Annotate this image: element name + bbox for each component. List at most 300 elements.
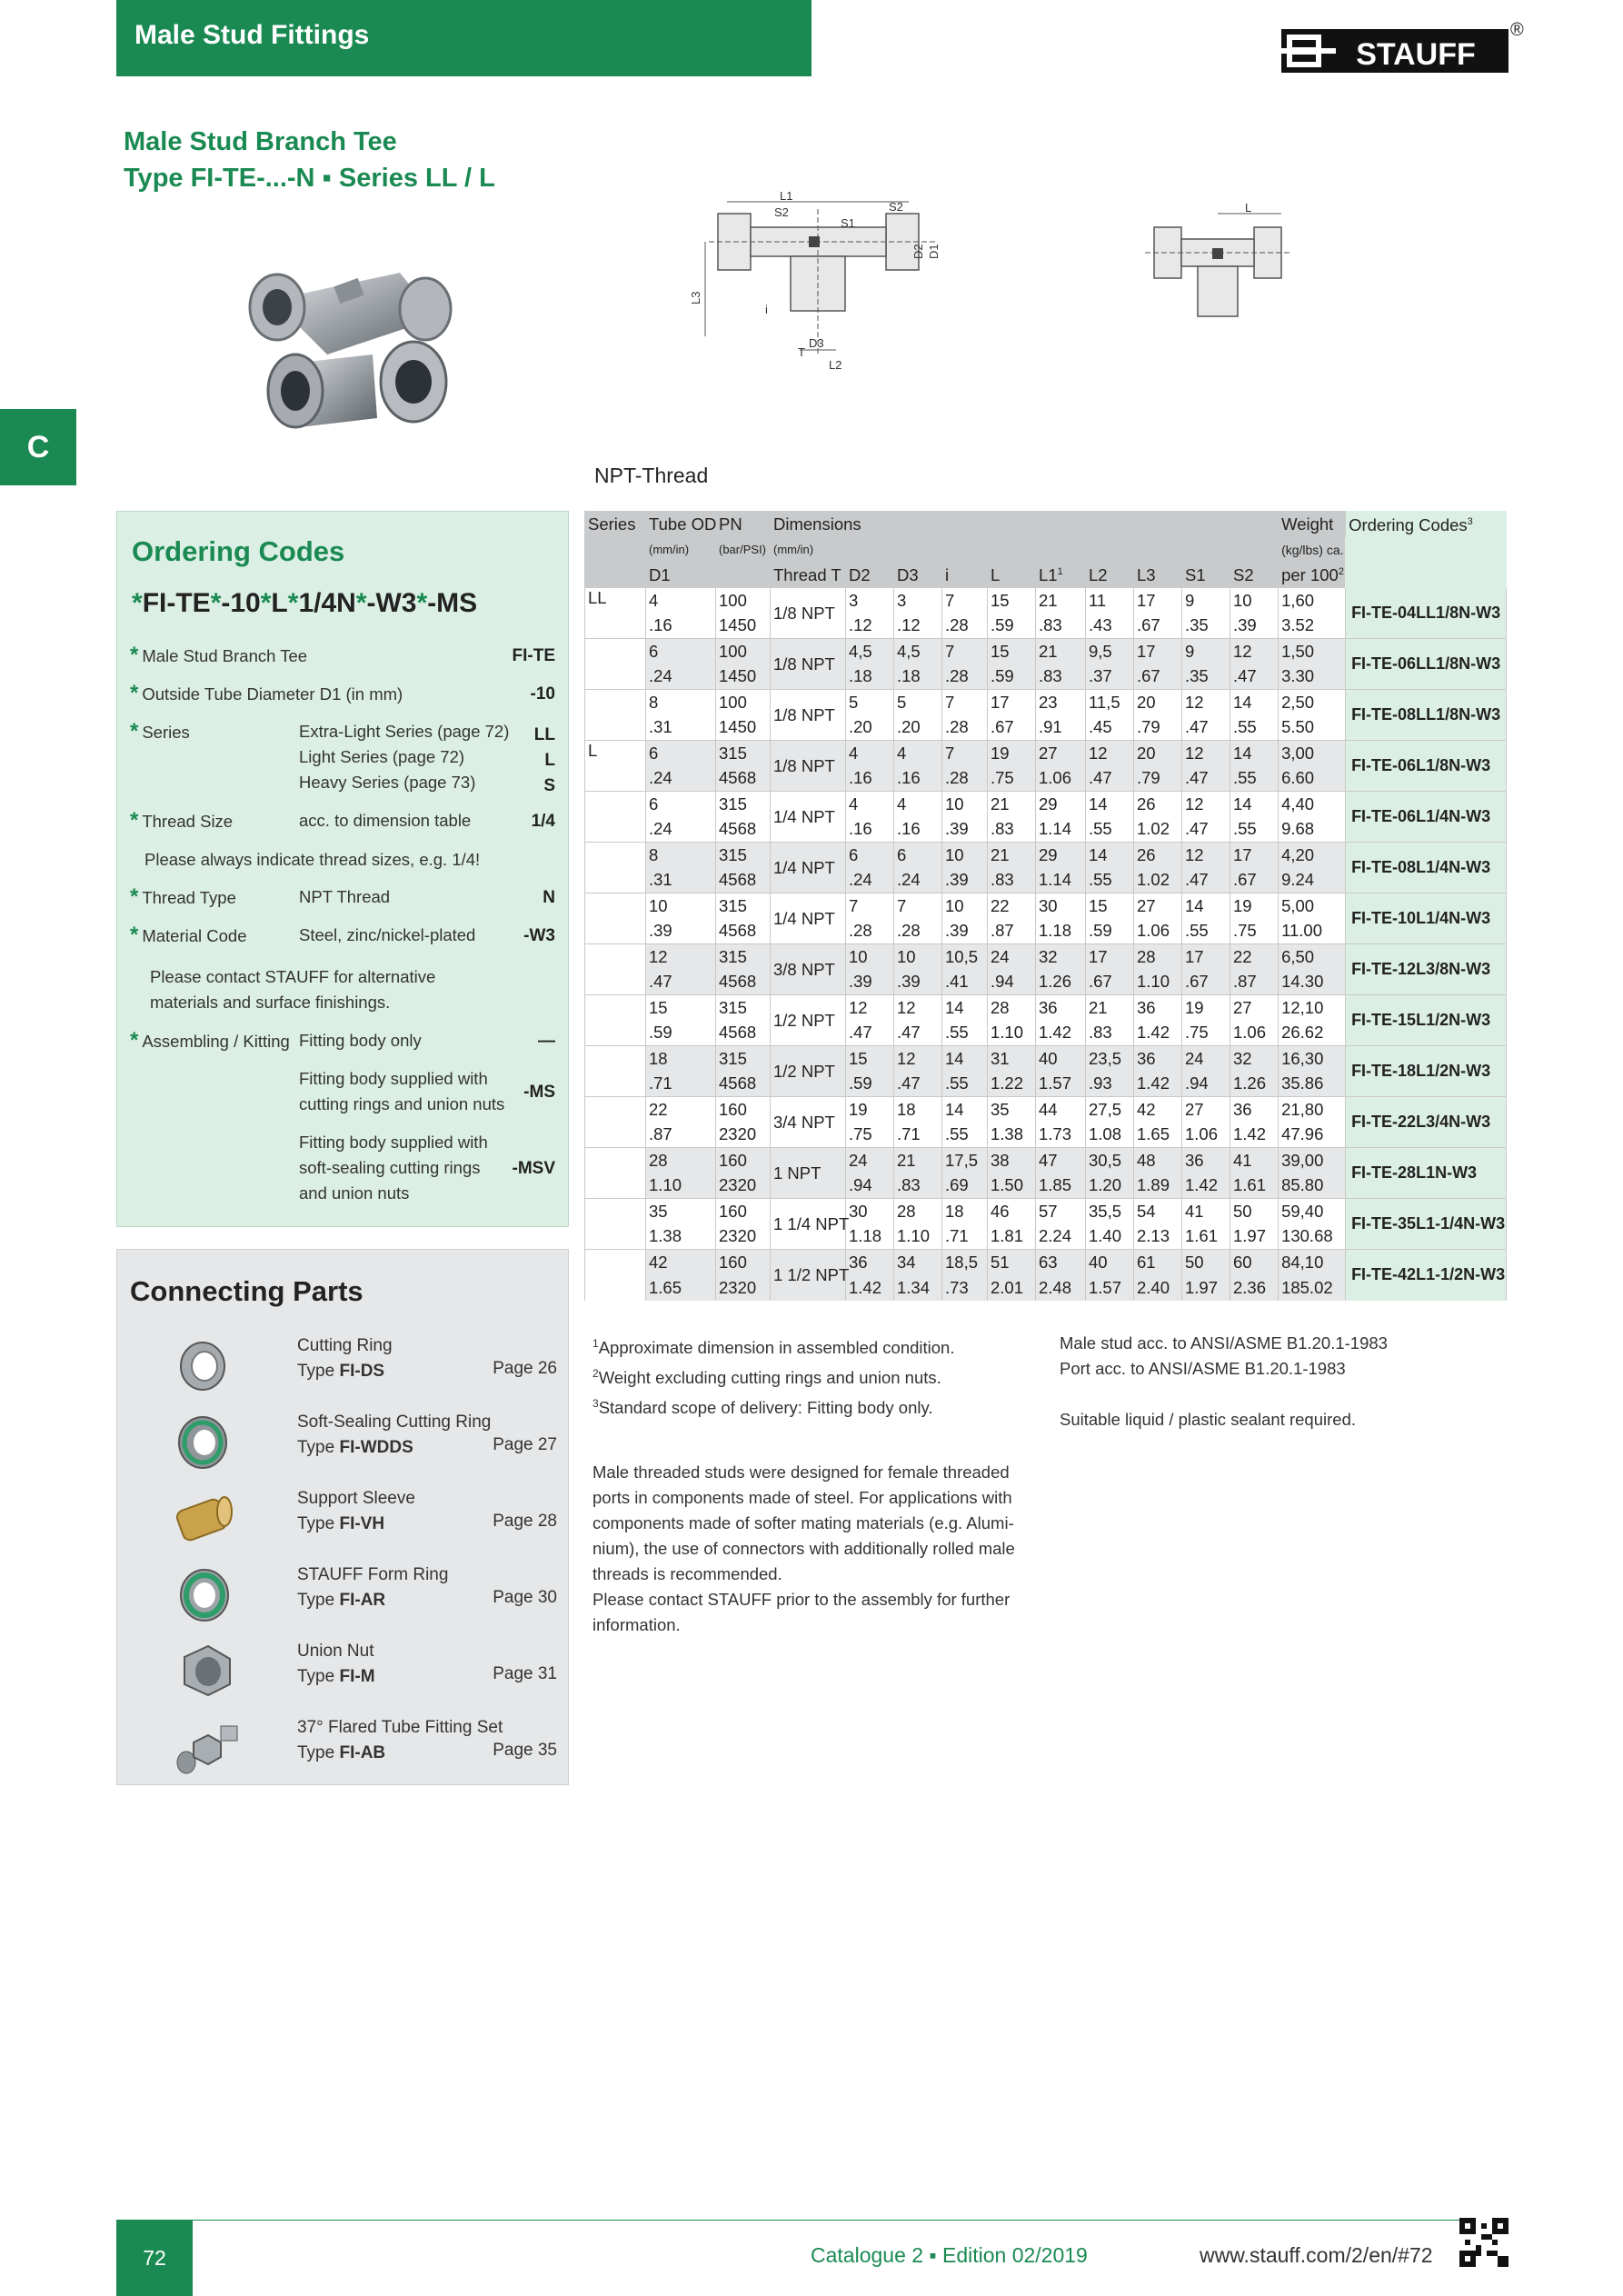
table-cell: 54: [1134, 1199, 1182, 1224]
table-cell: 36: [1134, 1046, 1182, 1072]
table-row: [585, 1199, 1507, 1224]
table-cell: .28: [846, 919, 894, 944]
table-cell: .47: [894, 1072, 942, 1097]
label-s1: S1: [841, 216, 855, 230]
table-cell: 5: [894, 690, 942, 715]
table-cell: 1/4 NPT: [771, 792, 846, 843]
table-cell: [585, 1148, 646, 1199]
table-row: [585, 944, 1507, 970]
table-row: [585, 1250, 1507, 1275]
table-cell: .87: [646, 1123, 716, 1148]
table-cell: 7: [942, 741, 988, 766]
table-cell: .55: [1230, 715, 1279, 741]
table-cell: 1.26: [1036, 970, 1086, 995]
table-cell: 17: [988, 690, 1036, 715]
table-cell: 21: [1086, 995, 1134, 1021]
table-cell: 2320: [716, 1173, 771, 1199]
table-cell: 14.30: [1279, 970, 1346, 995]
ordering-code-cell: FI-TE-35L1-1/4N-W3: [1346, 1199, 1507, 1250]
table-cell: 27: [1036, 741, 1086, 766]
table-cell: .31: [646, 715, 716, 741]
col-s2: S2: [1230, 563, 1279, 588]
table-cell: 14: [1230, 792, 1279, 817]
table-cell: 1.57: [1086, 1275, 1134, 1301]
material-note: Please contact STAUFF for alternative materials and surface finishings.: [150, 967, 436, 1012]
part-soft-sealing-ring[interactable]: Soft-Sealing Cutting Ring Type FI-WDDS Page 27: [117, 1410, 570, 1482]
table-cell: 1450: [716, 614, 771, 639]
ordering-code-cell: FI-TE-06LL1/8N-W3: [1346, 639, 1507, 690]
table-cell: 5: [846, 690, 894, 715]
table-cell: 14: [1230, 741, 1279, 766]
table-cell: [585, 893, 646, 944]
table-cell: LL: [585, 588, 646, 639]
table-cell: .94: [988, 970, 1036, 995]
table-cell: 1/2 NPT: [771, 1046, 846, 1097]
table-cell: .47: [1230, 664, 1279, 690]
table-cell: 1 NPT: [771, 1148, 846, 1199]
table-cell: 4,5: [894, 639, 942, 664]
table-cell: .28: [894, 919, 942, 944]
table-cell: 1/4 NPT: [771, 893, 846, 944]
stauff-logo: [1281, 25, 1508, 76]
col-tube-od: Tube OD: [646, 512, 716, 537]
table-cell: 27: [1230, 995, 1279, 1021]
table-cell: 5,00: [1279, 893, 1346, 919]
table-cell: 20: [1134, 690, 1182, 715]
table-cell: .75: [988, 766, 1036, 792]
table-cell: .75: [1182, 1021, 1230, 1046]
table-cell: 14: [1086, 792, 1134, 817]
table-cell: 4: [846, 741, 894, 766]
table-cell: 3.30: [1279, 664, 1346, 690]
table-cell: .39: [942, 868, 988, 893]
table-cell: 100: [716, 588, 771, 614]
table-cell: .67: [1134, 614, 1182, 639]
col-s1: S1: [1182, 563, 1230, 588]
table-cell: 39,00: [1279, 1148, 1346, 1173]
table-cell: .59: [646, 1021, 716, 1046]
label-d2: D2: [911, 244, 925, 259]
ordering-code-cell: FI-TE-28L1N-W3: [1346, 1148, 1507, 1199]
table-cell: 130.68: [1279, 1224, 1346, 1250]
col-thread: Thread T: [771, 563, 846, 588]
table-cell: .47: [1086, 766, 1134, 792]
table-row: [585, 893, 1507, 919]
table-cell: 4,40: [1279, 792, 1346, 817]
table-cell: .91: [1036, 715, 1086, 741]
table-cell: 1.10: [646, 1173, 716, 1199]
table-cell: 12,10: [1279, 995, 1346, 1021]
table-cell: 22: [1230, 944, 1279, 970]
table-cell: 1.57: [1036, 1072, 1086, 1097]
table-cell: 40: [1086, 1250, 1134, 1275]
table-cell: 2320: [716, 1123, 771, 1148]
chapter-tab[interactable]: C: [0, 409, 76, 485]
table-cell: .28: [942, 715, 988, 741]
table-row: [585, 1148, 1507, 1173]
order-row-thread-type: * Thread Type: [130, 884, 236, 909]
series-options: Extra-Light Series (page 72) Light Series (page 72) Heavy Series (page 73): [299, 722, 510, 792]
table-cell: 1.38: [646, 1224, 716, 1250]
ordering-code-example: *FI-TE*-10*L*1/4N*-W3*-MS: [132, 588, 478, 618]
table-cell: 10: [942, 843, 988, 868]
table-cell: .35: [1182, 664, 1230, 690]
table-cell: 50: [1182, 1250, 1230, 1275]
table-cell: .87: [1230, 970, 1279, 995]
part-flared-fitting-set[interactable]: 37° Flared Tube Fitting Set Type FI-AB Page 35: [117, 1715, 570, 1788]
catalogue-edition: Catalogue 2 ▪ Edition 02/2019: [811, 2243, 1088, 2267]
table-cell: .59: [988, 664, 1036, 690]
table-cell: 17: [1230, 843, 1279, 868]
table-cell: 1.42: [1036, 1021, 1086, 1046]
table-cell: .55: [942, 1021, 988, 1046]
table-cell: .39: [942, 817, 988, 843]
table-cell: 29: [1036, 843, 1086, 868]
table-cell: 35: [988, 1097, 1036, 1123]
table-cell: 21: [894, 1148, 942, 1173]
table-cell: .75: [846, 1123, 894, 1148]
ordering-code-cell: FI-TE-08L1/4N-W3: [1346, 843, 1507, 893]
table-cell: 160: [716, 1097, 771, 1123]
series-values: LL L S: [533, 725, 555, 795]
table-cell: 4,5: [846, 639, 894, 664]
part-cutting-ring[interactable]: Cutting Ring Type FI-DS Page 26: [117, 1333, 570, 1406]
table-cell: 6: [646, 639, 716, 664]
table-cell: 51: [988, 1250, 1036, 1275]
ordering-code-cell: FI-TE-10L1/4N-W3: [1346, 893, 1507, 944]
standards-notes: Male stud acc. to ANSI/ASME B1.20.1-1983 Port acc. to ANSI/ASME B1.20.1-1983 Suitable liquid / plastic sealant required.: [1060, 1333, 1388, 1429]
order-value-type: FI-TE: [512, 646, 555, 665]
table-cell: .12: [894, 614, 942, 639]
registered-mark: ®: [1510, 20, 1524, 40]
table-cell: 1.18: [846, 1224, 894, 1250]
table-cell: 1.42: [846, 1275, 894, 1301]
table-cell: [585, 1250, 646, 1301]
table-cell: .37: [1086, 664, 1134, 690]
table-cell: 11: [1086, 588, 1134, 614]
table-cell: .67: [1182, 970, 1230, 995]
table-cell: 7: [846, 893, 894, 919]
table-cell: 1,50: [1279, 639, 1346, 664]
table-cell: 315: [716, 792, 771, 817]
table-row: [585, 639, 1507, 664]
table-cell: 60: [1230, 1250, 1279, 1275]
table-cell: 19: [1230, 893, 1279, 919]
table-cell: 27,5: [1086, 1097, 1134, 1123]
table-cell: .94: [1182, 1072, 1230, 1097]
table-cell: 12: [894, 1046, 942, 1072]
table-cell: 1.65: [1134, 1123, 1182, 1148]
table-cell: 315: [716, 944, 771, 970]
table-cell: 1.06: [1134, 919, 1182, 944]
table-cell: .47: [846, 1021, 894, 1046]
table-cell: 315: [716, 843, 771, 868]
table-cell: 1.10: [1134, 970, 1182, 995]
table-cell: .55: [942, 1072, 988, 1097]
table-cell: 3.52: [1279, 614, 1346, 639]
table-cell: 10: [846, 944, 894, 970]
table-cell: 41: [1182, 1199, 1230, 1224]
product-title: Male Stud Branch Tee: [124, 127, 397, 156]
table-cell: 1/8 NPT: [771, 690, 846, 741]
label-d1: D1: [927, 244, 941, 259]
col-l3: L3: [1134, 563, 1182, 588]
table-cell: 27: [1134, 893, 1182, 919]
table-cell: 3,00: [1279, 741, 1346, 766]
table-cell: 4568: [716, 919, 771, 944]
table-cell: 1.73: [1036, 1123, 1086, 1148]
table-cell: 27: [1182, 1097, 1230, 1123]
connecting-parts-heading: Connecting Parts: [130, 1275, 363, 1307]
table-cell: 1.20: [1086, 1173, 1134, 1199]
table-cell: .31: [646, 868, 716, 893]
table-cell: 3/8 NPT: [771, 944, 846, 995]
order-row-type: * Male Stud Branch Tee: [130, 643, 308, 667]
table-cell: L: [585, 741, 646, 792]
table-cell: 1.89: [1134, 1173, 1182, 1199]
table-cell: 17: [1086, 944, 1134, 970]
table-cell: 19: [988, 741, 1036, 766]
table-cell: .87: [988, 919, 1036, 944]
table-cell: 47: [1036, 1148, 1086, 1173]
application-note: Male threaded studs were designed for female threaded ports in components made of steel. For applications with components made of softer mating materials (e.g. Alumi- nium), the use of connectors with additionally rolled male threads is recommended. Please contact STAUFF prior to the assembly for further information.: [592, 1462, 1015, 1634]
table-cell: 32: [1036, 944, 1086, 970]
table-cell: 10,5: [942, 944, 988, 970]
material-desc: Steel, zinc/nickel-plated: [299, 925, 476, 944]
table-cell: 1.61: [1230, 1173, 1279, 1199]
table-cell: 2.13: [1134, 1224, 1182, 1250]
table-cell: .28: [942, 614, 988, 639]
col-d2: D2: [846, 563, 894, 588]
col-l1: $L1^1$: [1036, 563, 1086, 588]
table-row: [585, 1046, 1507, 1072]
table-cell: 12: [894, 995, 942, 1021]
table-cell: .93: [1086, 1072, 1134, 1097]
table-cell: 1.06: [1036, 766, 1086, 792]
col-pn: PN: [716, 512, 771, 537]
branch-tee-photo: [218, 236, 482, 454]
ordering-code-cell: FI-TE-06L1/8N-W3: [1346, 741, 1507, 792]
table-cell: 4: [646, 588, 716, 614]
table-cell: 4568: [716, 817, 771, 843]
table-cell: 14: [1086, 843, 1134, 868]
table-cell: 185.02: [1279, 1275, 1346, 1301]
table-cell: 315: [716, 1046, 771, 1072]
table-cell: 15: [988, 588, 1036, 614]
table-cell: 1/8 NPT: [771, 588, 846, 639]
table-cell: 4568: [716, 868, 771, 893]
table-cell: 5.50: [1279, 715, 1346, 741]
footer-url[interactable]: www.stauff.com/2/en/#72: [1200, 2243, 1433, 2267]
table-cell: 315: [716, 893, 771, 919]
table-cell: 36: [846, 1250, 894, 1275]
table-cell: 8: [646, 690, 716, 715]
table-cell: 21: [988, 843, 1036, 868]
table-cell: 17: [1134, 588, 1182, 614]
table-cell: .35: [1182, 614, 1230, 639]
table-cell: 12: [1086, 741, 1134, 766]
label-t: T: [798, 345, 805, 359]
support-sleeve-icon: [172, 1486, 244, 1550]
table-cell: .55: [942, 1123, 988, 1148]
ordering-code-cell: FI-TE-22L3/4N-W3: [1346, 1097, 1507, 1148]
table-cell: 1 1/4 NPT: [771, 1199, 846, 1250]
table-cell: 14: [1230, 690, 1279, 715]
table-cell: 26: [1134, 843, 1182, 868]
table-cell: 14: [1182, 893, 1230, 919]
table-cell: 17: [1134, 639, 1182, 664]
table-cell: .69: [942, 1173, 988, 1199]
order-row-thread-size: * Thread Size: [130, 808, 234, 833]
order-row-series: * Series: [130, 719, 190, 744]
table-cell: 2.48: [1036, 1275, 1086, 1301]
table-cell: .47: [894, 1021, 942, 1046]
section-title: Male Stud Fittings: [134, 20, 370, 50]
table-cell: .79: [1134, 715, 1182, 741]
table-cell: 2,50: [1279, 690, 1346, 715]
table-cell: 1 1/2 NPT: [771, 1250, 846, 1301]
page-number: 72: [116, 2220, 193, 2296]
table-cell: 4,20: [1279, 843, 1346, 868]
table-cell: 21: [988, 792, 1036, 817]
section-title-bar: [116, 0, 812, 76]
table-cell: .39: [1230, 614, 1279, 639]
side-view-drawing: [1136, 195, 1299, 341]
table-cell: 10: [1230, 588, 1279, 614]
table-cell: 44: [1036, 1097, 1086, 1123]
table-cell: [585, 1199, 646, 1250]
table-cell: 4568: [716, 1021, 771, 1046]
table-cell: 100: [716, 639, 771, 664]
table-cell: 40: [1036, 1046, 1086, 1072]
table-cell: .75: [1230, 919, 1279, 944]
table-cell: .43: [1086, 614, 1134, 639]
form-ring-icon: [172, 1562, 244, 1626]
part-support-sleeve[interactable]: Support Sleeve Type FI-VH Page 28: [117, 1486, 570, 1559]
table-cell: .67: [1134, 664, 1182, 690]
order-value-thread-type: N: [543, 888, 555, 907]
part-form-ring[interactable]: STAUFF Form Ring Type FI-AR Page 30: [117, 1562, 570, 1635]
table-cell: 22: [646, 1097, 716, 1123]
table-cell: 1450: [716, 715, 771, 741]
table-cell: 26: [1134, 792, 1182, 817]
table-cell: .47: [1182, 766, 1230, 792]
table-cell: 4568: [716, 1072, 771, 1097]
table-cell: 100: [716, 690, 771, 715]
table-cell: 17,5: [942, 1148, 988, 1173]
table-cell: 1.26: [1230, 1072, 1279, 1097]
table-cell: 22: [988, 893, 1036, 919]
flared-fitting-set-icon: [172, 1715, 244, 1779]
table-cell: 10: [646, 893, 716, 919]
table-cell: 1.61: [1182, 1224, 1230, 1250]
table-cell: 160: [716, 1199, 771, 1224]
table-cell: [585, 843, 646, 893]
table-cell: .16: [846, 766, 894, 792]
table-cell: .83: [1086, 1021, 1134, 1046]
order-row-od: * Outside Tube Diameter D1 (in mm): [130, 681, 403, 705]
table-cell: 12: [1182, 741, 1230, 766]
table-cell: .18: [846, 664, 894, 690]
ordering-code-cell: FI-TE-42L1-1/2N-W3: [1346, 1250, 1507, 1301]
unit-dimensions: (mm/in): [771, 537, 1279, 563]
table-cell: 12: [1182, 792, 1230, 817]
ordering-code-cell: FI-TE-04LL1/8N-W3: [1346, 588, 1507, 639]
label-s2-right: S2: [889, 200, 903, 214]
col-l2: L2: [1086, 563, 1134, 588]
assembling-opt3: Fitting body supplied with soft-sealing cutting rings and union nuts: [299, 1133, 488, 1203]
table-cell: 29: [1036, 792, 1086, 817]
table-cell: 1.02: [1134, 868, 1182, 893]
table-cell: 1.40: [1086, 1224, 1134, 1250]
table-cell: 12: [1182, 690, 1230, 715]
table-cell: 160: [716, 1250, 771, 1275]
table-cell: 14: [942, 1097, 988, 1123]
cutting-ring-icon: [172, 1333, 244, 1397]
table-cell: 1.42: [1134, 1021, 1182, 1046]
table-cell: .24: [646, 766, 716, 792]
table-cell: 9: [1182, 588, 1230, 614]
table-cell: 12: [846, 995, 894, 1021]
table-cell: 28: [1134, 944, 1182, 970]
table-row: [585, 1097, 1507, 1123]
order-row-assembling: * Assembling / Kitting: [130, 1028, 290, 1053]
table-cell: 15: [846, 1046, 894, 1072]
table-cell: 20: [1134, 741, 1182, 766]
table-cell: .55: [1230, 766, 1279, 792]
ordering-code-cell: FI-TE-18L1/2N-W3: [1346, 1046, 1507, 1097]
table-cell: 15: [646, 995, 716, 1021]
table-cell: 1.18: [1036, 919, 1086, 944]
table-cell: 18: [894, 1097, 942, 1123]
table-cell: 1/8 NPT: [771, 741, 846, 792]
table-cell: 12: [646, 944, 716, 970]
table-cell: .94: [846, 1173, 894, 1199]
table-cell: 18: [942, 1199, 988, 1224]
table-cell: 4: [894, 741, 942, 766]
table-cell: 4568: [716, 766, 771, 792]
table-cell: 9,5: [1086, 639, 1134, 664]
table-cell: 59,40: [1279, 1199, 1346, 1224]
part-union-nut[interactable]: Union Nut Type FI-M Page 31: [117, 1639, 570, 1712]
table-cell: .45: [1086, 715, 1134, 741]
table-row: [585, 690, 1507, 715]
assembling-val3: -MSV: [512, 1159, 555, 1178]
table-cell: 1,60: [1279, 588, 1346, 614]
table-row: [585, 995, 1507, 1021]
table-cell: 1.14: [1036, 817, 1086, 843]
order-value-thread-size: 1/4: [531, 812, 555, 831]
table-cell: 3: [846, 588, 894, 614]
table-cell: 4568: [716, 970, 771, 995]
table-cell: 3: [894, 588, 942, 614]
table-cell: 9.68: [1279, 817, 1346, 843]
table-cell: .18: [894, 664, 942, 690]
unit-pn: (bar/PSI): [716, 537, 771, 563]
table-cell: 1.14: [1036, 868, 1086, 893]
table-cell: 12: [1182, 843, 1230, 868]
qr-code-icon[interactable]: [1459, 2218, 1508, 2267]
table-cell: 36: [1134, 995, 1182, 1021]
table-cell: .73: [942, 1275, 988, 1301]
table-cell: 1.42: [1230, 1123, 1279, 1148]
table-cell: 1/2 NPT: [771, 995, 846, 1046]
assembling-opt2: Fitting body supplied with cutting rings and union nuts: [299, 1069, 505, 1113]
table-cell: 1.08: [1086, 1123, 1134, 1148]
ordering-code-cell: FI-TE-06L1/4N-W3: [1346, 792, 1507, 843]
table-cell: .47: [646, 970, 716, 995]
table-cell: 1.65: [646, 1275, 716, 1301]
